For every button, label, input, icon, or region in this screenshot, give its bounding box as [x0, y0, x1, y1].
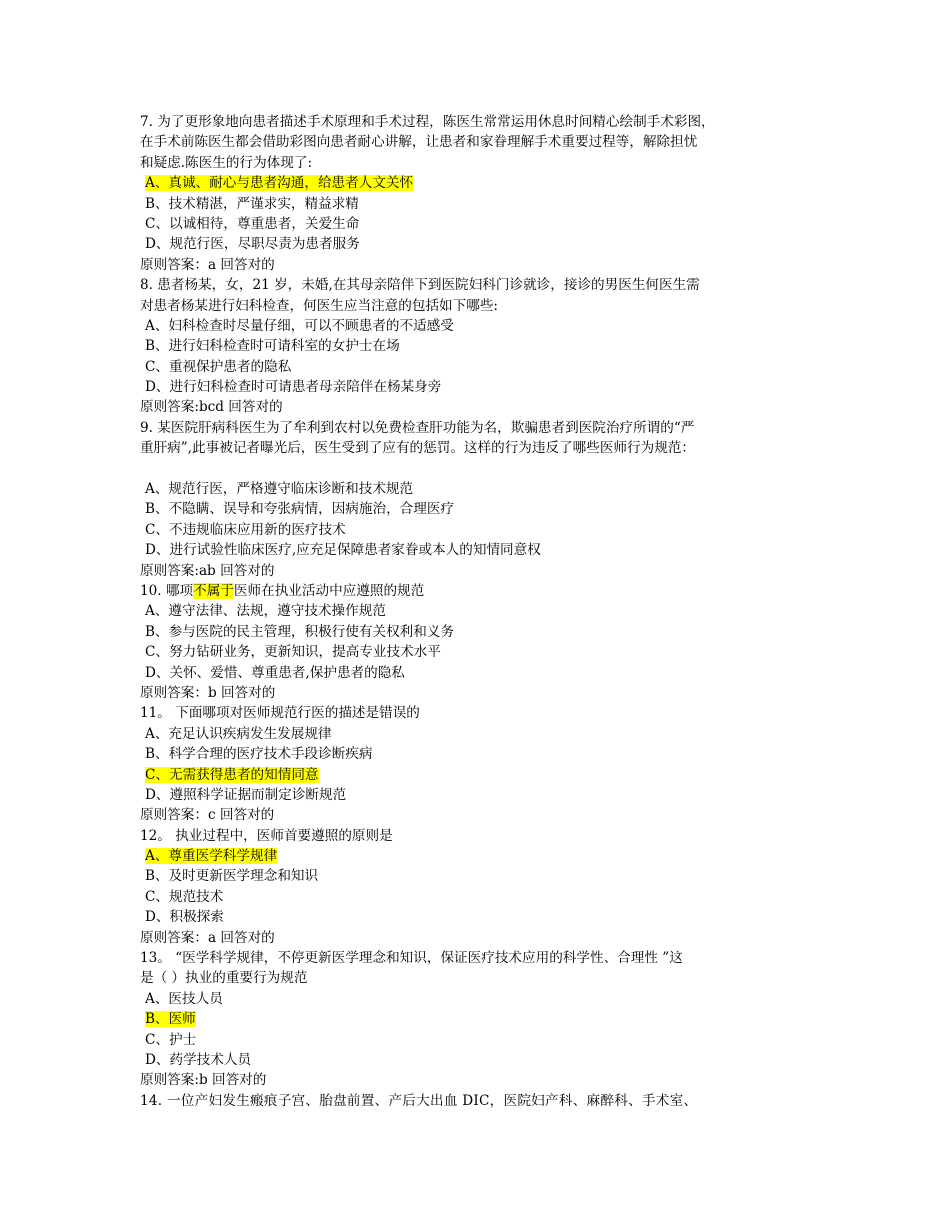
document-page — [140, 112, 830, 1111]
question-8 — [140, 275, 830, 418]
blank-line — [140, 459, 830, 479]
question-7 — [140, 112, 830, 275]
question-stem-line: 13。 “医学科学规律，不停更新医学理念和知识，保证医疗技术应用的科学性、合理性 ”这 — [140, 950, 683, 967]
highlighted-option-text: C、无需获得患者的知情同意 — [145, 766, 319, 783]
option-a — [140, 846, 830, 866]
option-a: A、医技人员 — [145, 990, 223, 1007]
highlighted-option-text: B、医师 — [145, 1011, 196, 1028]
question-stem-line: 重肝病”,此事被记者曝光后，医生受到了应有的惩罚。这样的行为违反了哪些医师行为规范： — [140, 440, 696, 457]
option-a — [140, 173, 830, 193]
option-a: A、遵守法律、法规，遵守技术操作规范 — [145, 603, 386, 620]
answer-line: 原则答案:b 回答对的 — [140, 1072, 267, 1089]
answer-line: 原则答案:bcd 回答对的 — [140, 399, 283, 416]
answer-line: 原则答案：c 回答对的 — [140, 807, 275, 824]
question-13 — [140, 948, 830, 1091]
answer-line: 原则答案：a 回答对的 — [140, 256, 275, 273]
option-d: D、关怀、爱惜、尊重患者,保护患者的隐私 — [145, 664, 405, 681]
option-d: D、积极探索 — [145, 909, 224, 926]
highlighted-option-text: A、真诚、耐心与患者沟通，给患者人文关怀 — [145, 175, 414, 192]
option-a: A、规范行医，严格遵守临床诊断和技术规范 — [145, 481, 414, 498]
question-stem-line: 12。 执业过程中，医师首要遵照的原则是 — [140, 827, 393, 844]
question-stem-line: 8. 患者杨某，女，21 岁，未婚,在其母亲陪伴下到医院妇科门诊就诊，接诊的男医生何医生需 — [140, 277, 700, 294]
highlighted-stem-text: 不属于 — [193, 582, 234, 599]
option-b: B、进行妇科检查时可请科室的女护士在场 — [145, 338, 400, 355]
highlighted-option-text: A、尊重医学科学规律 — [145, 848, 278, 865]
question-stem-line: 是（ ）执业的重要行为规范 — [140, 970, 308, 987]
option-c: C、不违规临床应用新的医疗技术 — [145, 521, 346, 538]
option-a: A、充足认识疾病发生发展规律 — [145, 725, 332, 742]
option-b: B、技术精湛，严谨求实，精益求精 — [145, 195, 359, 212]
option-a: A、妇科检查时尽量仔细，可以不顾患者的不适感受 — [145, 317, 454, 334]
question-12 — [140, 826, 830, 948]
option-b: B、参与医院的民主管理，积极行使有关权利和义务 — [145, 623, 455, 640]
question-stem-line — [140, 581, 830, 601]
question-10 — [140, 581, 830, 703]
option-d: D、进行妇科检查时可请患者母亲陪伴在杨某身旁 — [145, 379, 442, 396]
question-stem-line: 9. 某医院肝病科医生为了牟利到农村以免费检查肝功能为名，欺骗患者到医院治疗所谓的“严 — [140, 419, 695, 436]
answer-line: 原则答案：b 回答对的 — [140, 684, 276, 701]
option-d: D、规范行医，尽职尽责为患者服务 — [145, 236, 360, 253]
stem-text: 医师在执业活动中应遵照的规范 — [233, 582, 425, 599]
question-stem-line: 11。 下面哪项对医师规范行医的描述是错误的 — [140, 705, 420, 722]
option-b: B、科学合理的医疗技术手段诊断疾病 — [145, 746, 373, 763]
option-c — [140, 765, 830, 785]
question-stem-line: 14. 一位产妇发生瘢痕子宫、胎盘前置、产后大出血 DIC，医院妇产科、麻醉科、手术室、 — [140, 1092, 698, 1109]
option-b — [140, 1009, 830, 1029]
option-d: D、遵照科学证据而制定诊断规范 — [145, 786, 347, 803]
option-c: C、重视保护患者的隐私 — [145, 358, 292, 375]
option-b: B、不隐瞒、误导和夸张病情，因病施治，合理医疗 — [145, 501, 455, 518]
answer-line: 原则答案:ab 回答对的 — [140, 562, 275, 579]
answer-line: 原则答案：a 回答对的 — [140, 929, 275, 946]
stem-text: 10. 哪项 — [140, 582, 194, 599]
question-stem-line: 对患者杨某进行妇科检查，何医生应当注意的包括如下哪些: — [140, 297, 499, 314]
question-stem-line: 在手术前陈医生都会借助彩图向患者耐心讲解，让患者和家眷理解手术重要过程等，解除担忧 — [140, 134, 698, 151]
option-c: C、努力钻研业务，更新知识，提高专业技术水平 — [145, 644, 441, 661]
question-stem-line: 7. 为了更形象地向患者描述手术原理和手术过程，陈医生常常运用休息时间精心绘制手术彩图， — [140, 114, 715, 130]
question-stem-line: 和疑虑.陈医生的行为体现了: — [140, 154, 313, 171]
option-c: C、规范技术 — [145, 888, 224, 905]
option-d: D、进行试验性临床医疗,应充足保障患者家眷或本人的知情同意权 — [145, 542, 541, 559]
question-11 — [140, 703, 830, 825]
option-c: C、以诚相待，尊重患者，关爱生命 — [145, 215, 360, 232]
question-9 — [140, 418, 830, 581]
question-14 — [140, 1091, 830, 1111]
option-c: C、护士 — [145, 1031, 197, 1048]
option-d: D、药学技术人员 — [145, 1051, 252, 1068]
option-b: B、及时更新医学理念和知识 — [145, 868, 319, 885]
